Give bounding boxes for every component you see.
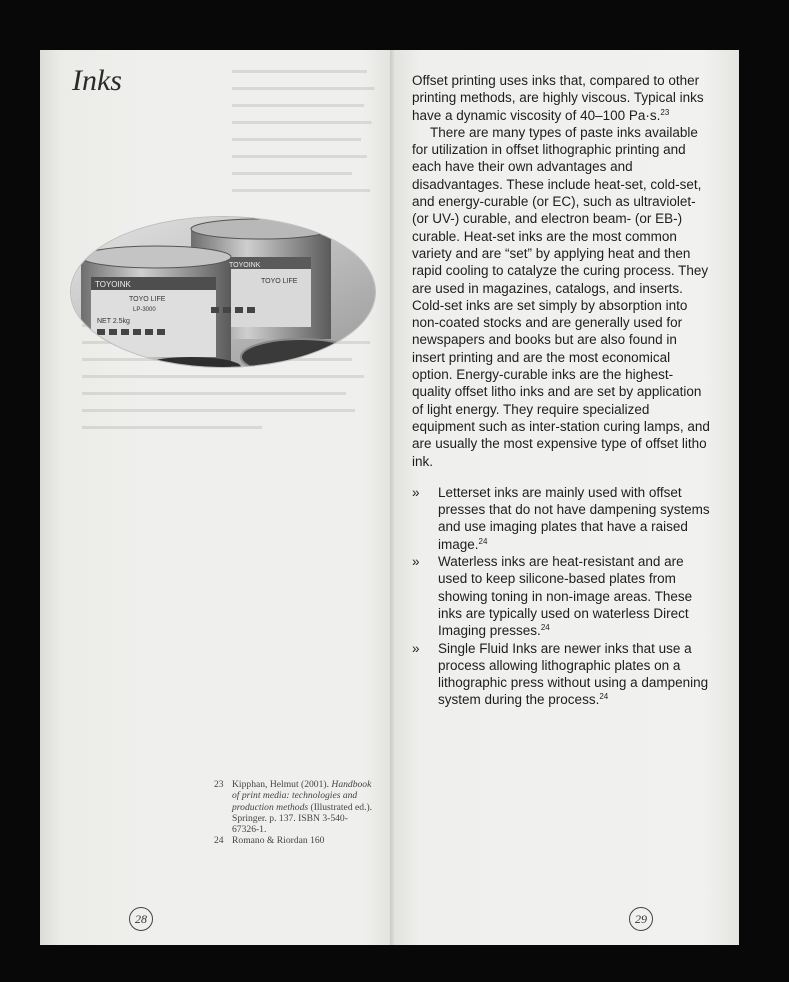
left-can-product: TOYO LIFE [129,296,166,303]
bullet-marker: » [412,484,420,500]
page-title: Inks [72,64,122,97]
left-can-code: LP-3000 [133,307,156,313]
waterless-inks-text: Waterless inks are heat-resistant and are used to keep silicone-based plates from showing toning in non-image areas. These inks are typically used on waterless Direct Imaging presses. [438,554,693,639]
footnote-number: 24 [214,835,224,847]
letterset-inks-text: Letterset inks are mainly used with offset presses that do not have dampening systems and use imaging plates that have a raised image. [438,484,710,552]
single-fluid-inks-text: Single Fluid Inks are newer inks that use a process allowing lithographic plates on a lithographic press without using a dampening system during the process. [438,640,709,708]
footnote-publisher: (Illustrated ed.). Springer. p. 137. ISBN 3-540-67326-1. [232,801,373,836]
footnotes [214,779,374,847]
paragraph-2: There are many types of paste inks available for utilization in offset lithographic printing and each have their own advantages and disadvantages. These include heat-set, cold-set, and energy-curable (or EC), such as ultraviolet- (or UV-) curable, and electron beam- (or EB-) curable. Heat-set inks are the most common variety and are “set” by applying heat and then rapid cooling to catalyze the curing process. They are used in magazines, catalogs, and inserts. Cold-set inks are set simply by absorption into non-coated stocks and are generally used for newspapers and books but are also found in insert printing and are the most economical option. Energy-curable inks are the highest-quality offset litho inks and are set by application of light energy. They require specialized equipment such as inter-station curing lamps, and are usually the most expensive type of offset litho ink. [412,124,710,469]
footnote-ref: 24 [540,623,550,633]
list-item-text [438,640,712,709]
footnote-ref: 24 [478,536,488,546]
left-can-brand: TOYOINK [95,280,131,289]
left-can-weight: NET 2.5kg [97,318,130,325]
footnote-text: Romano & Riordan 160 [232,835,325,847]
body-text [412,72,712,709]
footnote-text [232,779,374,835]
footnote-23 [214,779,374,835]
ink-cans-photo [70,216,376,368]
list-item [412,484,712,553]
list-item [412,640,712,709]
list-item-text [438,484,712,553]
show-through-text [232,63,382,199]
right-can-brand: TOYOINK [229,262,261,269]
page-number-left: 28 [129,907,153,931]
ink-type-list [412,484,712,709]
footnote-book-title: Handbook of print media: technologies and production methods [232,779,372,813]
bullet-marker: » [412,640,420,656]
paragraph-1 [412,72,712,124]
footnote-ref: 23 [660,107,670,117]
paragraph-1-text: Offset printing uses inks that, compared to other printing methods, are highly viscous. Typical inks have a dynamic viscosity of 40–100 Pa·s. [412,73,704,123]
footnote-author: Kipphan, Helmut (2001). [232,779,332,790]
right-can-product: TOYO LIFE [261,278,298,285]
bullet-marker: » [412,554,420,570]
footnote-24 [214,835,374,846]
list-item-text [438,553,712,639]
footnote-number: 23 [214,779,224,790]
list-item [412,553,712,639]
page-number-right: 29 [629,907,653,931]
book-gutter [390,50,396,945]
ink-cans-illustration [71,217,375,367]
footnote-ref: 24 [599,692,609,702]
